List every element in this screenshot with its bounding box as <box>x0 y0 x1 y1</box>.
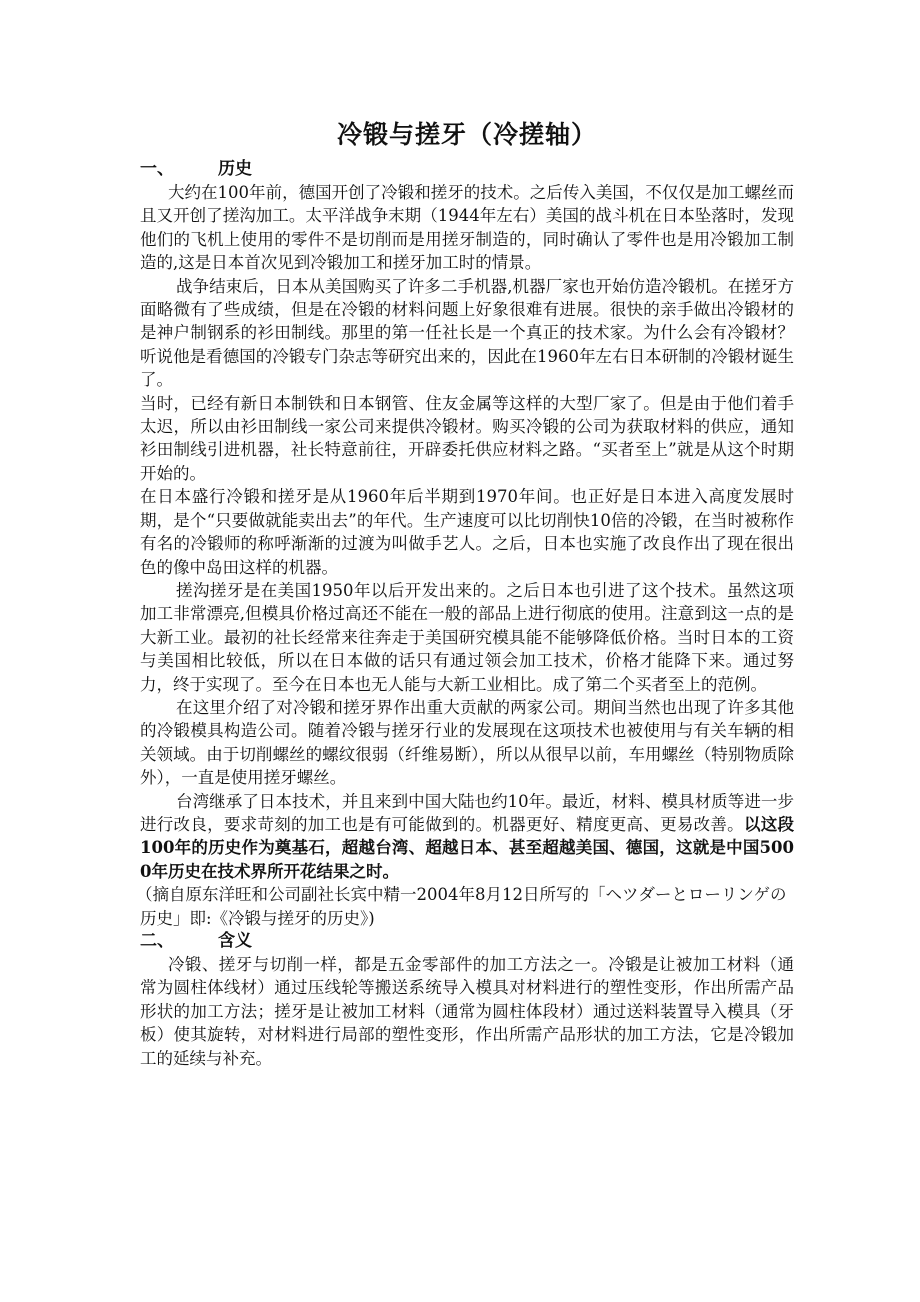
history-paragraph-6: 在这里介绍了对冷锻和搓牙界作出重大贡献的两家公司。期间当然也出现了许多其他的冷锻模具构造公司。随着冷锻与搓牙行业的发展现在这项技术也被使用与有关车辆的相关领域。由于切削螺丝的螺纹很弱（纤维易断），所以从很早以前，车用螺丝（特别物质除外），一直是使用搓牙螺丝。 <box>140 697 794 788</box>
section-number: 二、 <box>140 931 174 951</box>
document-page <box>136 112 795 1070</box>
history-paragraph-4: 在日本盛行冷锻和搓牙是从1960年后半期到1970年间。也正好是日本进入高度发展时期，是个“只要做就能卖出去”的年代。生产速度可以比切削快10倍的冷锻，在当时被称作有名的冷锻师的称呼渐渐的过渡为叫做手艺人。之后，日本也实施了改良作出了现在很出色的像中岛田这样的机器。 <box>140 487 794 577</box>
section-title: 历史 <box>218 159 252 179</box>
history-paragraph-1: 大约在100年前，德国开创了冷锻和搓牙的技术。之后传入美国，不仅仅是加工螺丝而且又开创了搓沟加工。太平洋战争末期（1944年左右）美国的战斗机在日本坠落时，发现他们的飞机上使用的零件不是切削而是用搓牙制造的，同时确认了零件也是用冷锻加工制造的,这是日本首次见到冷锻加工和搓牙加工时的情景。 <box>140 183 794 273</box>
source-note: （摘自原东洋旺和公司副社长宾中精一2004年8月12日所写的「ヘツダーとローリンゲの历史」即:《冷锻与搓牙的历史》) <box>136 885 787 928</box>
section-heading-meaning <box>140 930 794 953</box>
meaning-paragraph-1: 冷锻、搓牙与切削一样，都是五金零部件的加工方法之一。冷锻是让被加工材料（通常为圆柱体线材）通过压线轮等搬送系统导入模具对材料进行的塑性变形，作出所需产品形状的加工方法；搓牙是让被加工材料（通常为圆柱体段材）通过送料装置导入模具（牙板）使其旋转，对材料进行局部的塑性变形，作出所需产品形状的加工方法，它是冷锻加工的延续与补充。 <box>140 955 794 1068</box>
history-paragraph-2: 战争结束后，日本从美国购买了许多二手机器,机器厂家也开始仿造冷锻机。在搓牙方面略微有了些成绩，但是在冷锻的材料问题上好象很难有进展。很快的亲手做出冷锻材的是神户制钢系的衫田制线。那里的第一任社长是一个真正的技术家。为什么会有冷锻材？听说他是看德国的冷锻专门杂志等研究出来的，因此在1960年左右日本研制的冷锻材诞生了。 <box>140 276 794 390</box>
section-heading-history <box>140 158 794 181</box>
history-paragraph-3: 当时，已经有新日本制铁和日本钢管、住友金属等这样的大型厂家了。但是由于他们着手太迟，所以由衫田制线一家公司来提供冷锻材。购买冷锻的公司为获取材料的供应，通知衫田制线引进机器，社长特意前往，开辟委托供应材料之路。“买者至上”就是从这个时期开始的。 <box>140 393 794 483</box>
section-title: 含义 <box>218 931 252 951</box>
history-paragraph-7-text: 台湾继承了日本技术，并且来到中国大陆也约10年。最近，材料、模具材质等进一步进行改良，要求苛刻的加工也是有可能做到的。机器更好、精度更高、更易改善。 <box>140 791 794 834</box>
history-paragraph-7-emphasis: 以这段100年的历史作为奠基石，超越台湾、超越日本、甚至超越美国、德国，这就是中国5000年历史在技术界所开花结果之时。 <box>140 814 795 881</box>
history-paragraph-7 <box>140 790 794 884</box>
history-paragraph-5: 搓沟搓牙是在美国1950年以后开发出来的。之后日本也引进了这个技术。虽然这项加工非常漂亮,但模具价格过高还不能在一般的部品上进行彻底的使用。注意到这一点的是大新工业。最初的社长经常来往奔走于美国研究模具能不能够降低价格。当时日本的工资与美国相比较低，所以在日本做的话只有通过领会加工技术，价格才能降下来。通过努力，终于实现了。至今在日本也无人能与大新工业相比。成了第二个买者至上的范例。 <box>140 580 794 694</box>
document-title: 冷锻与搓牙（冷搓轴） <box>336 120 597 149</box>
section-number: 一、 <box>140 159 174 179</box>
